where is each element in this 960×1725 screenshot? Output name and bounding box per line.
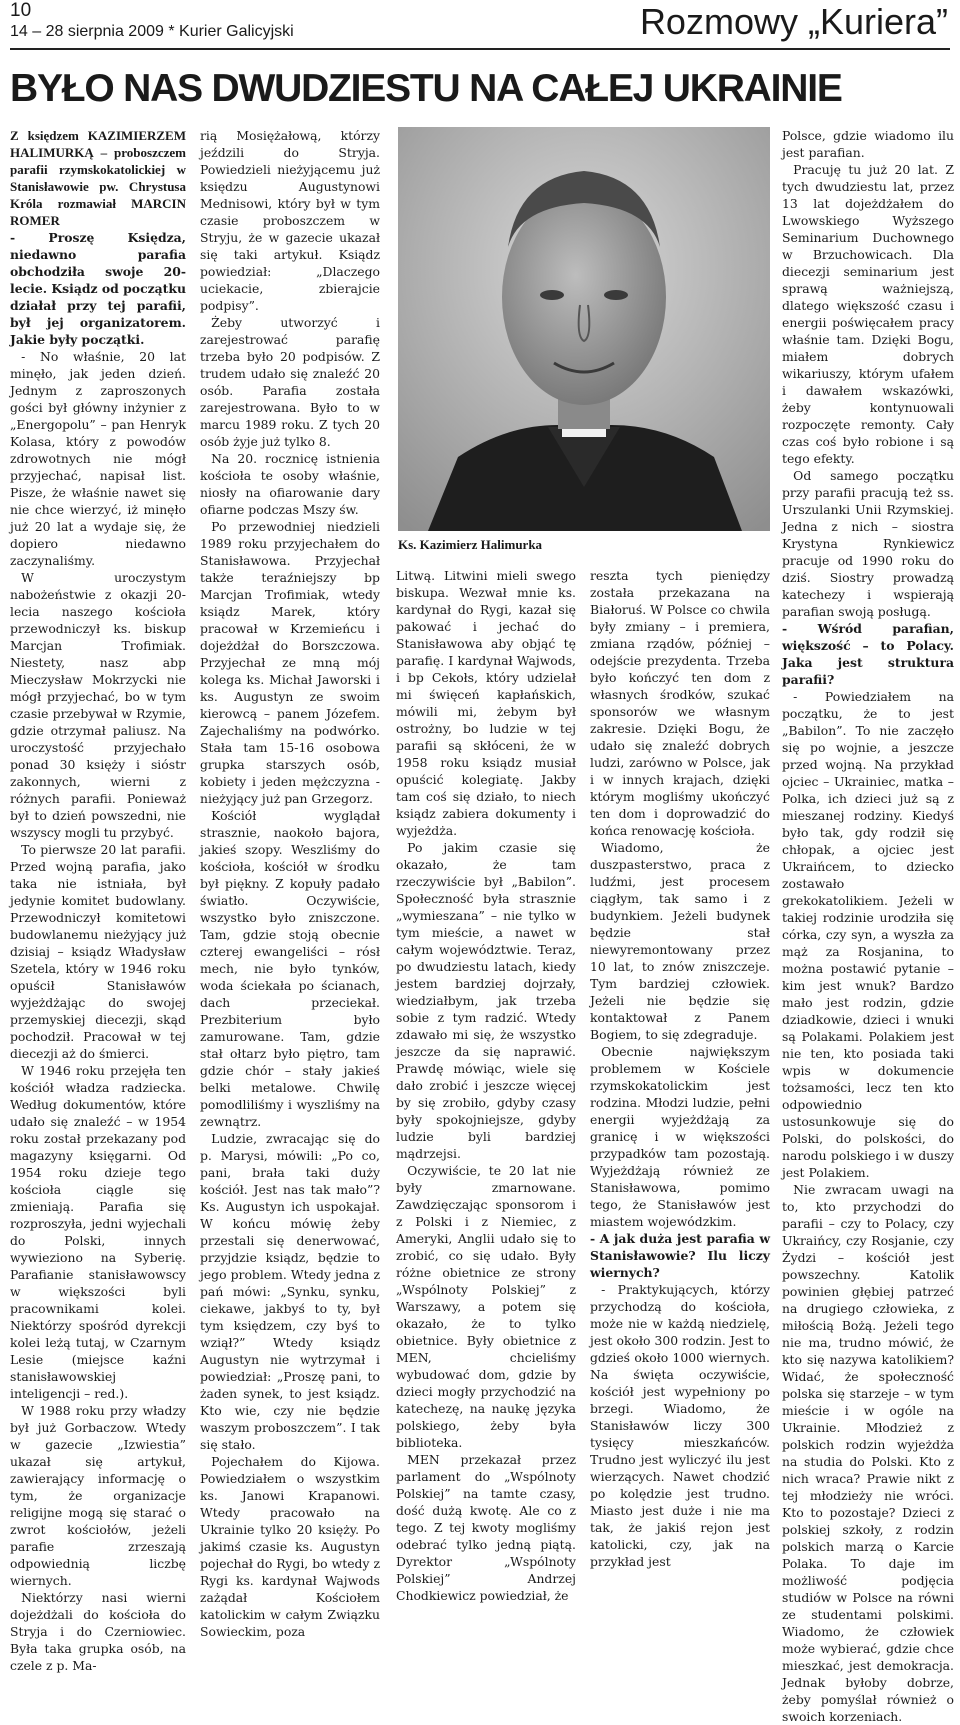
page-header-left [10,0,294,42]
article-column-4 [590,567,770,1569]
issue-date: 14 – 28 sierpnia 2009 * Kurier Galicyjski [10,23,294,40]
article-column-2 [200,127,380,1639]
article-paragraph: W 1988 roku przy władzy był już Gorbaczow. Wtedy w gazecie „Izwiestia” ukazał się artykuł, zawierający informację o tym, że organizacje religijne mogą się starać o zwrot kościołów, jeżeli parafie zrzeszają odpowiednią liczbę wiernych. [10,1403,186,1588]
article-paragraph: Na 20. rocznicę istnienia kościoła te osoby właśnie, niosły na ofiarowanie dary ofiarne podczas Mszy św. [200,451,380,517]
article-paragraph: W 1946 roku przejęła ten kościół władza radziecka. Według dokumentów, które udało się znaleźć – w 1954 roku został przekazany pod magazyny księgarni. Od 1954 roku dzieje tego kościoła ciągle się zmieniają. Parafia się rozproszyła, jedni wyjechali do Polski, innych wywieziono na Syberię. Parafianie stanisławowscy w większości byli pracownikami kolei. Niektórzy spośród dyrekcji kolei leżą tutaj, w Czarnym Lesie (miejsce kaźni stanisławowskiej inteligencji – red.). [10,1063,186,1401]
article-paragraph: rią Mosiężałową, którzy jeździli do Stryja. Powiedzieli nieżyjącemu już księdzu Augustynowi Mednisowi, który był w tym czasie proboszczem w Stryju, że w gazecie ukazał się taki artykuł. Ksiądz powiedział: „Dlaczego uciekacie, zbierajcie podpisy”. [200,128,380,313]
article-paragraph: Od samego początku przy parafii pracują też ss. Urszulanki Unii Rzymskiej. Jedna z nich – siostra Krystyna Rynkiewicz pracuje od 1990 roku do dziś. Siostry prowadzą katechezy i wspierają parafian swoją posługą. [782,468,954,619]
article-paragraph: Litwą. Litwini mieli swego biskupa. Wezwał mnie ks. kardynał do Rygi, kazał się pakować i jechać do Stanisławowa aby objąć tę parafię. I kardynał Wajwods, i bp Cekołs, który udzielał mi święceń kapłańskich, mówili mi, żebym był ostrożny, bo ludzie w tej parafii są skłóceni, że w 1958 roku ksiądz musiał opuścić kolegiatę. Jakby tam coś się działo, to niech ksiądz zabiera dokumenty i wyjeżdża. [396,568,576,838]
article-column-5 [782,127,954,1724]
article-paragraph: - Powiedziałem na początku, że to jest „Babilon”. To nie zaczęło się po wojnie, a jeszcze przed wojną. Na przykład ojciec – Ukrainiec, matka – Polka, ich dzieci już są z mieszanej rodziny. Kiedyś było tak, gdy rodził się chłopak, a ojciec jest Ukraińcem, to dziecko zostawało grekokatolikiem. Jeżeli w takiej rodzinie urodziła się córka, czy syn, a wyszła za mąż za Rosjanina, to można postawić pytanie – kim jest wnuk? Bardzo mało jest rodzin, gdzie dziadkowie, dzieci i wnuki są Polakami. Polakiem jest nie ten, kto posiada taki wpis w dokumencie tożsamości, lecz ten kto odpowiednio ustosunkowuje się do Polski, do polskości, do narodu polskiego i w duszy jest Polakiem. [782,689,954,1180]
article-paragraph: Nie zwracam uwagi na to, kto przychodzi do parafii – czy to Polacy, czy Ukraińcy, czy Rosjanie, czy Żydzi – kościół jest powszechny. Katolik powinien głębiej patrzeć na drugiego człowieka, z miłością Bożą. Jeżeli tego nie ma, trudno mówić, że kto się nazywa katolikiem? Widać, że społeczność polska się starzeje – w tym mieście i w ogóle na Ukrainie. Młodzież z polskich rodzin wyjeżdża na studia do Polski. Kto z nich wraca? Prawie nikt z tej młodzieży nie wróci. Kto to pozostaje? Dzieci z polskiej szkoły, z rodzin polskich marzą o Karcie Polaka. To daje im możliwość podjęcia studiów w Polsce na równi ze studentami polskimi. Wiadomo, że człowiek może wybierać, gdzie chce mieszkać, jest demokracja. Jednak byłoby dobrze, żeby pomyślał również o swoich korzeniach. [782,1182,954,1724]
interview-question: - Wśród parafian, większość – to Polacy. Jaka jest struktura parafii? [782,621,954,687]
article-paragraph: - Praktykujących, którzy przychodzą do kościoła, może nie w każdą niedzielę, jest około 300 rodzin. Jest to gdzieś około 1000 wiernych. Na święta oczywiście, kościół jest wypełniony po brzegi. Wiadomo, że Stanisławów liczy 300 tysięcy mieszkańców. Trudno jest wyliczyć ilu jest wierzących. Nawet chodzić po kolędzie jest trudno. Miasto jest duże i nie ma tak, że jakiś rejon jest katolicki, czy, jak na przykład jest [590,1282,770,1569]
article-headline: BYŁO NAS DWUDZIESTU NA CAŁEJ UKRAINIE [10,67,842,110]
article-column-3 [396,567,576,1603]
article-paragraph: Obecnie największym problemem w Kościele rzymskokatolickim jest rodzina. Młodzi ludzie, pełni energii wyjeżdżają za granicę i w większości przypadków tam pozostają. Wyjeżdżają również ze Stanisławowa, pomimo tego, że Stanisławów jest miastem wojewódzkim. [590,1044,770,1229]
article-paragraph: Po przewodniej niedzieli 1989 roku przyjechałem do Stanisławowa. Przyjechał także teraźniejszy bp Marcjan Trofimiak, wtedy ksiądz Marek, który pracował w Krzemieńcu i dojeżdżał do Borszczowa. Przyjechał ze mną mój kolega ks. Michał Jaworski i ks. Augustyn ze swoim kierowcą – panem Józefem. Zajechaliśmy na podwórko. Stała tam 15-16 osobowa grupka starszych osób, kobiety i jeden mężczyzna - nieżyjący już pan Grzegorz. [200,519,380,806]
article-paragraph: W uroczystym nabożeństwie z okazji 20-lecia naszego kościoła przewodniczył ks. biskup Marcjan Trofimiak. Niestety, nasz abp Mieczysław Mokrzycki nie mógł przyjechać, bo w tym czasie przebywał w Rzymie, gdzie otrzymał paliusz. Na uroczystość przyjechało ponad 30 księży i sióstr zakonnych, wierni z różnych parafii. Ponieważ był to dzień powszedni, nie wszyscy mogli tu przybyć. [10,570,186,840]
interview-question: - Proszę Księdza, niedawno parafia obchodziła swoje 20-lecie. Ksiądz od początku działał przy tej parafii, był jej organizatorem. Jakie były początki. [10,230,186,347]
article-paragraph: MEN przekazał przez parlament do „Wspólnoty Polskiej” na tamte czasy, dość dużą kwotę. Ale co z tego. Z tej kwoty mogliśmy odebrać tylko jedną piątą. Dyrektor „Wspólnoty Polskiej” Andrzej Chodkiewicz powiedział, że [396,1452,576,1603]
article-paragraph: Ludzie, zwracając się do p. Marysi, mówili: „Po co, pani, brała taki duży kościół. Jest nas tak mało”? Ks. Augustyn ich uspokajał. W końcu mówię żeby przestali się denerwować, przyjdzie ksiądz, będzie to jego problem. Wtedy jedna z pań mówi: „Synku, synku, ciekawe, jakbyś to ty, był tym księdzem, czy byś to wziął?” Wtedy ksiądz Augustyn nie wytrzymał i powiedział: „Proszę pani, to żaden synek, to jest ksiądz. Kto wie, czy nie będzie waszym proboszczem”. I tak się stało. [200,1131,380,1452]
article-paragraph: To pierwsze 20 lat parafii. Przed wojną parafia, jako taka nie istniała, był jedynie komitet budowlany. Przewodniczył komitetowi budowlanemu nieżyjący już dzisiaj – ksiądz Władysław Szetela, który w 1946 roku opuścił Stanisławów wyjeżdżając do swojej przemyskiej diecezji, skąd pochodził. Pracował w tej diecezji aż do śmierci. [10,842,186,1061]
section-title: Rozmowy „Kuriera” [639,1,948,42]
article-paragraph: Po jakim czasie się okazało, że tam rzeczywiście był „Babilon”. Społeczność była strasznie „wymieszana” – nie tylko w tym mieście, a nawet w całym województwie. Teraz, po dwudziestu latach, kiedy jestem bardziej dojrzały, wiedziałbym, jak trzeba sobie z tym radzić. Wtedy zdawało mi się, że wszystko jeszcze da się naprawić. Prawdę mówiąc, wiele się dało zrobić i jeszcze więcej by się zrobiło, gdyby czasy były spokojniejsze, gdyby ludzie byli bardziej mądrzejsi. [396,840,576,1161]
portrait-image [398,127,770,531]
priest-portrait-photo [398,127,770,531]
article-paragraph: Oczywiście, te 20 lat nie były zmarnowane. Zawdzięczając sponsorom i z Polski i z Niemiec, z Ameryki, Anglii udało się to zrobić, co się udało. Były różne obietnice ze strony „Wspólnoty Polskiej” z Warszawy, a potem się okazało, że to tylko obietnice. Były obietnice z MEN, chcieliśmy wybudować dom, gdzie by dzieci mogły przychodzić na katechezę, na naukę języka polskiego, żeby była biblioteka. [396,1163,576,1450]
article-paragraph: Kościół wyglądał strasznie, naokoło bajora, jakieś szopy. Weszliśmy do kościoła, kościół w środku był piękny. Z kopuły padało światło. Oczywiście, wszystko było zniszczone. Tam, gdzie stoją obecnie czterej ewangeliści – rósł mech, nie było tynków, woda ściekała po ścianach, dach przeciekał. Prezbiterium było zamurowane. Tam, gdzie stał ołtarz było piętro, tam gdzie chór – stały jakieś belki metalowe. Chwilę pomodliliśmy i wyszliśmy na zewnątrz. [200,808,380,1129]
page-number: 10 [10,0,32,21]
article-paragraph: Żeby utworzyć i zarejestrować parafię trzeba było 20 podpisów. Z trudem udało się znaleźć 20 osób. Parafia została zarejestrowana. Było to w marcu 1989 roku. Z tych 20 osób żyje już tylko 8. [200,315,380,449]
article-paragraph: - No właśnie, 20 lat minęło, jak jeden dzień. Jednym z zaproszonych gości był główny inżynier z „Energopolu” – pan Henryk Kolasa, który z powodów zdrowotnych nie mógł przyjechać, napisał list. Pisze, że właśnie nawet się nie chce wierzyć, iż minęło już 20 lat a wydaje się, że dopiero niedawno zaczynaliśmy. [10,349,186,568]
article-column-1 [10,127,186,1673]
article-lead: Z księdzem KAZIMIERZEM HALIMURKĄ – proboszczem parafii rzymskokatolickiej w Stanisławowie pw. Chrystusa Króla rozmawiał MARCIN ROMER [10,128,186,228]
article-paragraph: Niektórzy nasi wierni dojeżdżali do kościoła do Stryja i do Czerniowiec. Była taka grupka osób, na czele z p. Ma- [10,1590,186,1673]
article-paragraph: reszta tych pieniędzy została przekazana na Białoruś. W Polsce co chwila były zmiany – i premiera, zmiana rządów, później – odejście prezydenta. Trzeba było kończyć ten dom z własnych środków, szukać sponsorów we własnym zakresie. Dzięki Bogu, że udało się znaleźć dobrych ludzi, zarówno w Polsce, jak i w innych krajach, dzięki którym mogliśmy ukończyć ten dom i doprowadzić do końca renowację kościoła. [590,568,770,838]
header-rule [10,48,950,50]
article-paragraph: Pracuję tu już 20 lat. Z tych dwudziestu lat, przez 13 lat dojeżdżałem do Lwowskiego Wyższego Seminarium Duchownego w Brzuchowicach. Dla diecezji seminarium jest sprawą ważniejszą, dlatego większość czasu i energii poświęcałem pracy właśnie tam. Dzięki Bogu, miałem dobrych wikariuszy, którym ufałem i dawałem wskazówki, żeby kontynuowali rozpoczęte remonty. Cały czas coś było robione i są tego efekty. [782,162,954,466]
interview-question: - A jak duża jest parafia w Stanisławowie? Ilu liczy wiernych? [590,1231,770,1280]
article-paragraph: Wiadomo, że duszpasterstwo, praca z ludźmi, jest procesem ciągłym, tak samo i z budynkiem. Jeżeli budynek będzie stał niewyremontowany przez 10 lat, to znów zniszczeje. Tym bardziej człowiek. Jeżeli nie będzie się kontaktował z Panem Bogiem, to się zdegraduje. [590,840,770,1042]
photo-caption: Ks. Kazimierz Halimurka [398,537,543,552]
article-paragraph: Pojechałem do Kijowa. Powiedziałem o wszystkim ks. Janowi Krapanowi. Wtedy pracowało na Ukrainie tylko 20 księży. Po jakimś czasie ks. Augustyn pojechał do Rygi, bo wtedy z Rygi ks. kardynał Wajwods zażądał Kościołem katolickim w całym Związku Sowieckim, poza [200,1454,380,1639]
article-paragraph: Polsce, gdzie wiadomo ilu jest parafian. [782,128,954,160]
